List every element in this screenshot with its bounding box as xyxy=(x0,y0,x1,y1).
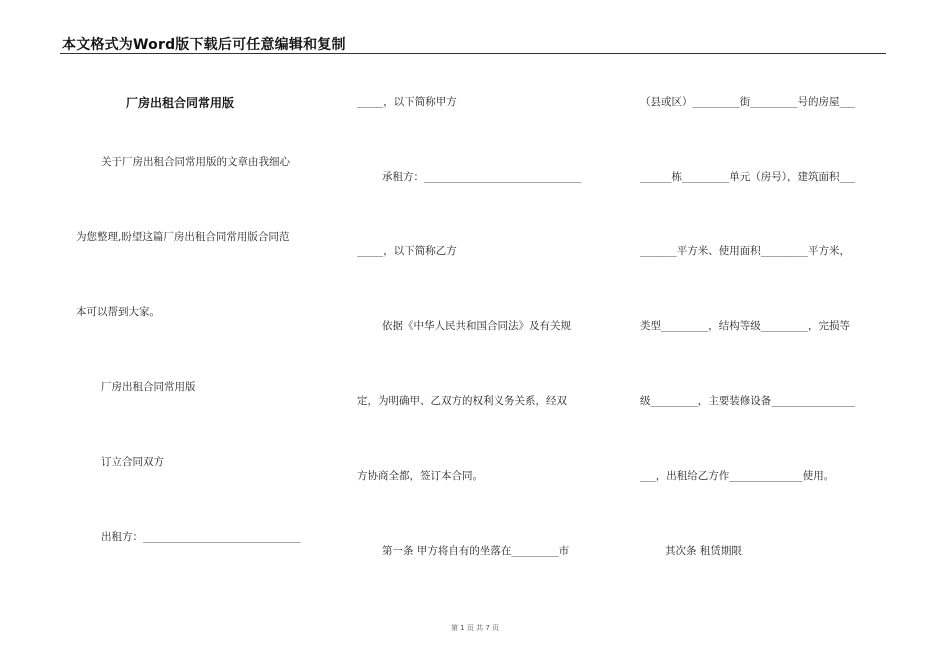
paragraph-line: ___，出租给乙方作______________使用。 xyxy=(640,470,835,482)
page-header: 本文格式为Word版下载后可任意编辑和复制 xyxy=(62,37,346,53)
paragraph-line: 依据《中华人民共和国合同法》及有关规 xyxy=(382,320,571,332)
paragraph-line: 类型_________，结构等级_________，完损等 xyxy=(640,320,850,332)
paragraph-line: 方协商全都，签订本合同。 xyxy=(357,470,483,482)
paragraph-line: 订立合同双方 xyxy=(101,456,164,468)
paragraph-line: _____，以下简称甲方 xyxy=(357,96,457,108)
article-heading: 第一条 甲方将自有的坐落在_________市 xyxy=(382,545,570,557)
header-divider xyxy=(60,53,886,54)
page-number: 第 1 页 共 7 页 xyxy=(450,624,500,632)
paragraph-line: 级_________，主要装修设备________________ xyxy=(640,395,856,407)
lessor-field-line: 出租方：______________________________ xyxy=(101,531,301,543)
paragraph-line: 厂房出租合同常用版 xyxy=(101,381,196,393)
paragraph-line: 本可以帮到大家。 xyxy=(76,306,160,318)
paragraph-line: _____，以下简称乙方 xyxy=(357,245,457,257)
paragraph-line: 为您整理,盼望这篇厂房出租合同常用版合同范 xyxy=(76,231,290,243)
paragraph-line: ______栋_________单元（房号），建筑面积___ xyxy=(640,171,856,183)
lessee-field-line: 承租方：______________________________ xyxy=(382,171,582,183)
paragraph-line: _______平方米、使用面积_________平方米， xyxy=(640,245,850,257)
paragraph-line: 定，为明确甲、乙双方的权利义务关系，经双 xyxy=(357,395,567,407)
document-title: 厂房出租合同常用版 xyxy=(126,96,235,110)
paragraph-line: （县或区）_________街_________号的房屋___ xyxy=(640,96,856,108)
article-heading: 其次条 租赁期限 xyxy=(665,545,742,557)
paragraph-line: 关于厂房出租合同常用版的文章由我细心 xyxy=(101,156,290,168)
